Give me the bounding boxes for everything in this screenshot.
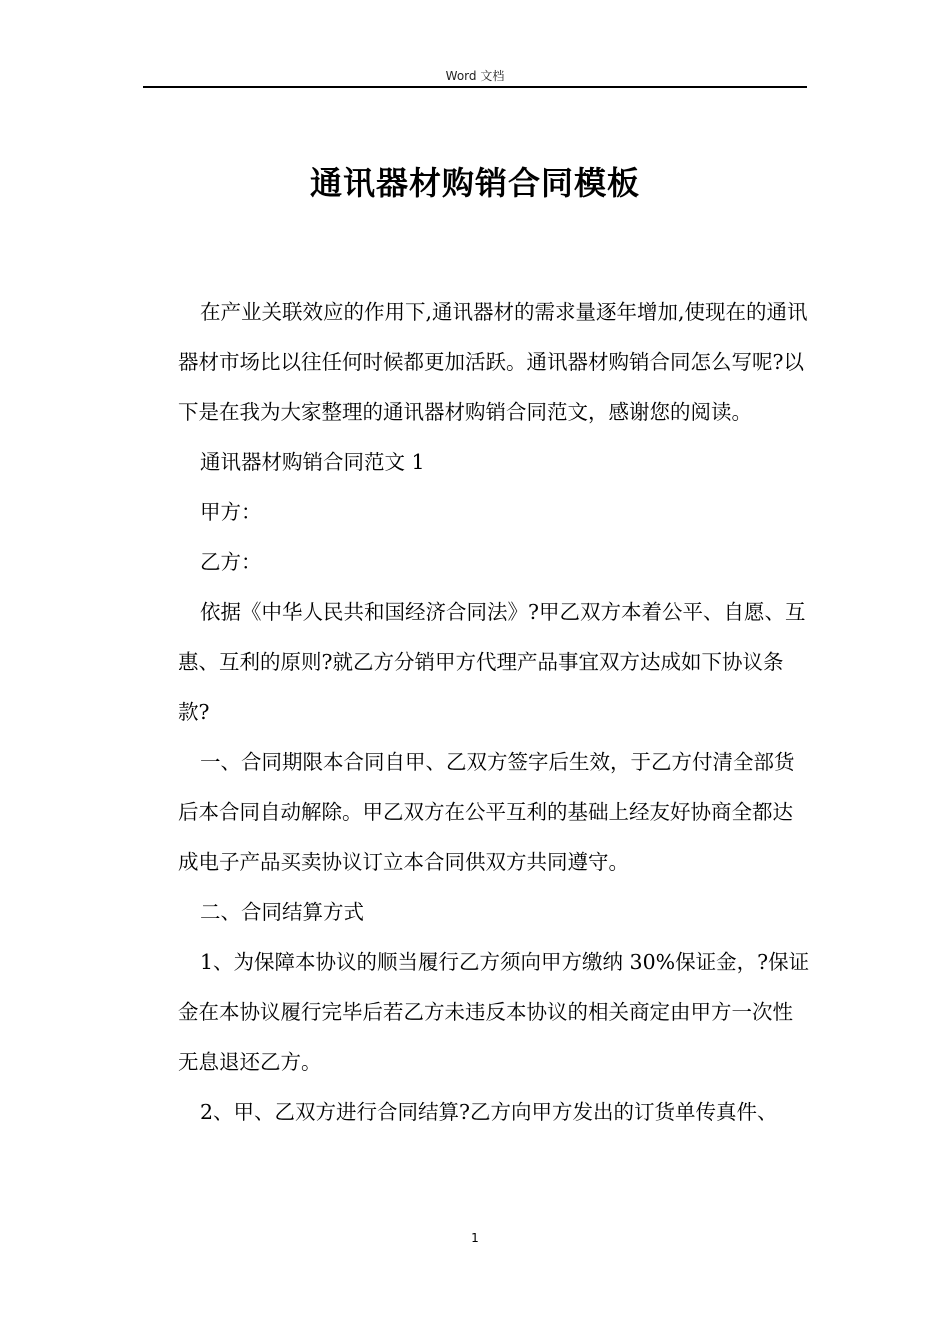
paragraph-sample-heading: 通讯器材购销合同范文 1 xyxy=(200,450,425,474)
page-number: 1 xyxy=(471,1231,479,1245)
paragraph-settlement: 2、甲、乙双方进行合同结算?乙方向甲方发出的订货单传真件、 xyxy=(200,1100,778,1124)
header-label: Word 文档 xyxy=(445,69,505,83)
paragraph-intro: 在产业关联效应的作用下,通讯器材的需求量逐年增加,使现在的通讯器材市场比以往任何时候都更加活跃。通讯器材购销合同怎么写呢?以下是在我为大家整理的通讯器材购销合同范文，感谢您的阅读。 xyxy=(178,300,808,424)
document-title: 通讯器材购销合同模板 xyxy=(309,164,640,202)
header-divider xyxy=(143,86,807,88)
paragraph-deposit: 1、为保障本协议的顺当履行乙方须向甲方缴纳 30%保证金，?保证金在本协议履行完毕后若乙方未违反本协议的相关商定由甲方一次性无息退还乙方。 xyxy=(178,950,810,1074)
paragraph-party-a: 甲方： xyxy=(200,500,262,524)
paragraph-party-b: 乙方： xyxy=(200,550,262,574)
paragraph-settlement-heading: 二、合同结算方式 xyxy=(200,900,364,924)
paragraph-term: 一、合同期限本合同自甲、乙双方签字后生效，于乙方付清全部货后本合同自动解除。甲乙双方在公平互利的基础上经友好协商全都达成电子产品买卖协议订立本合同供双方共同遵守。 xyxy=(178,750,795,874)
paragraph-basis: 依据《中华人民共和国经济合同法》?甲乙双方本着公平、自愿、互惠、互利的原则?就乙方分销甲方代理产品事宜双方达成如下协议条款? xyxy=(178,600,806,724)
document-body xyxy=(178,287,810,1137)
